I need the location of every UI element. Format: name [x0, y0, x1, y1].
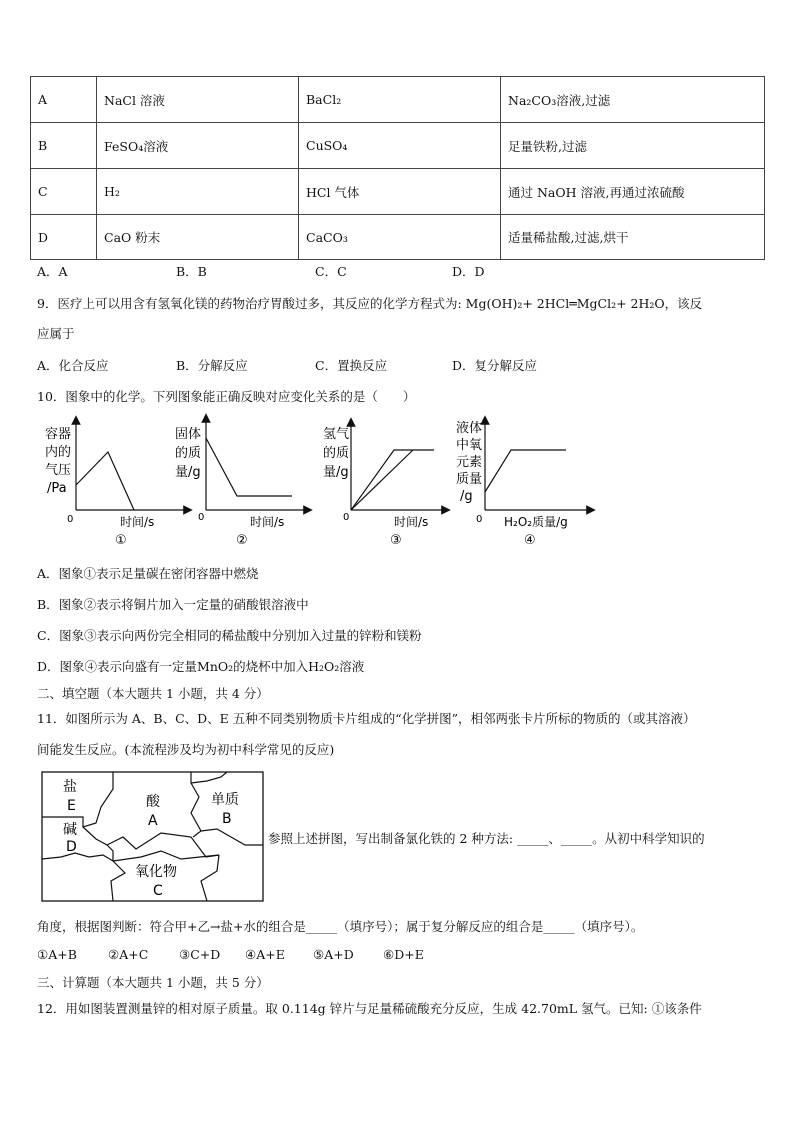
graph-1-xlabel: 时间/s — [120, 515, 155, 529]
q10-stem: 10．图象中的化学。下列图象能正确反映对应变化关系的是（ ） — [37, 389, 416, 404]
puzzle-element-letter: B — [222, 811, 232, 827]
q11-stem-line1: 11．如图所示为 A、B、C、D、E 五种不同类别物质卡片组成的“化学拼图”，相邻两张卡片所标的物质的（或其溶液） — [37, 711, 696, 726]
graph-4-ylabel-1: 液体 — [456, 421, 483, 436]
graph-2-origin: 0 — [198, 512, 205, 523]
q9-choice-c: C．置换反应 — [315, 358, 388, 373]
q11-stem-line2: 间能发生反应。(本流程涉及均为初中科学常见的反应) — [37, 742, 335, 757]
q8-choice-d: D．D — [452, 264, 485, 279]
table-cell-sample: H₂ — [97, 169, 299, 215]
puzzle-element: 单质 — [211, 792, 239, 808]
graph-2-ylabel-3: 量/g — [175, 465, 201, 480]
table-cell-method: 适量稀盐酸,过滤,烘干 — [501, 215, 765, 260]
graph-4-ylabel-5: /g — [460, 489, 473, 504]
puzzle-oxide: 氧化物 — [135, 864, 177, 880]
table-cell-sample: CaO 粉末 — [97, 215, 299, 260]
table-cell-impurity: HCl 气体 — [299, 169, 501, 215]
graph-4-ylabel-3: 元素 — [456, 455, 483, 470]
graph-3-xlabel: 时间/s — [394, 515, 429, 529]
section-2-heading: 二、填空题（本大题共 1 小题，共 4 分） — [37, 686, 269, 701]
q11-stem-line3: 角度，根据图判断：符合甲+乙→盐+水的组合是_____（填序号）；属于复分解反应的组合是_____（填序号）。 — [37, 919, 644, 934]
graph-1-ylabel-2: 内的 — [45, 445, 72, 460]
q11-combo-3: ③C+D — [179, 947, 221, 962]
graph-1-ylabel-4: /Pa — [47, 481, 67, 496]
table-cell-sample: FeSO₄溶液 — [97, 123, 299, 169]
q9-stem-line2: 应属于 — [37, 326, 75, 341]
table-cell-method: 足量铁粉,过滤 — [501, 123, 765, 169]
q10-option-a: A．图象①表示足量碳在密闭容器中燃烧 — [37, 566, 259, 581]
graph-2-ylabel-2: 的质 — [175, 446, 202, 461]
q11-combo-6: ⑥D+E — [383, 947, 424, 962]
q11-combo-4: ④A+E — [245, 947, 285, 962]
table-cell-method: Na₂CO₃溶液,过滤 — [501, 77, 765, 123]
graph-1-ylabel-1: 容器 — [45, 427, 72, 442]
q10-graphs — [36, 410, 596, 552]
graph-4-curve — [485, 450, 566, 492]
graph-3-curve-1 — [351, 450, 434, 510]
q8-choice-c: C．C — [315, 264, 347, 279]
q11-side-text: 参照上述拼图，写出制备氯化铁的 2 种方法: _____、_____。从初中科学知识的 — [268, 831, 705, 846]
q8-choice-a: A．A — [37, 264, 68, 279]
puzzle-acid-letter: A — [148, 813, 158, 829]
graph-4-ylabel-4: 质量 — [456, 472, 483, 487]
graph-3 — [323, 422, 446, 548]
chemistry-puzzle — [41, 771, 265, 903]
table-cell-option: C — [31, 169, 97, 215]
section-3-heading: 三、计算题（本大题共 1 小题，共 5 分） — [37, 975, 269, 990]
puzzle-oxide-letter: C — [153, 883, 163, 899]
q8-choice-b: B．B — [176, 264, 207, 279]
graph-1-origin: 0 — [67, 514, 74, 525]
q10-option-c: C．图象③表示向两份完全相同的稀盐酸中分别加入过量的锌粉和镁粉 — [37, 628, 422, 643]
graph-1-curve — [76, 452, 134, 510]
graph-3-origin: 0 — [343, 512, 350, 523]
q9-stem-line1: 9．医疗上可以用含有氢氧化镁的药物治疗胃酸过多，其反应的化学方程式为: Mg(OH)₂+ 2HCl═MgCl₂+ 2H₂O，该反 — [37, 296, 703, 311]
table-cell-method: 通过 NaOH 溶液,再通过浓硫酸 — [501, 169, 765, 215]
graph-2 — [175, 418, 308, 548]
q9-choice-b: B．分解反应 — [176, 358, 248, 373]
table-cell-option: B — [31, 123, 97, 169]
graph-2-curve — [206, 438, 292, 496]
puzzle-base: 碱 — [63, 822, 77, 838]
q9-choice-d: D．复分解反应 — [452, 358, 538, 373]
puzzle-base-letter: D — [66, 839, 77, 855]
q11-combo-5: ⑤A+D — [313, 947, 354, 962]
graph-2-number: ② — [236, 533, 248, 548]
graph-1 — [45, 420, 188, 548]
graph-3-ylabel-1: 氢气 — [323, 427, 350, 442]
graph-3-curve-2 — [351, 450, 413, 510]
options-table — [30, 76, 765, 260]
q9-choice-a: A．化合反应 — [37, 358, 109, 373]
puzzle-salt: 盐 — [63, 779, 77, 795]
graph-4-number: ④ — [524, 533, 536, 548]
table-cell-option: D — [31, 215, 97, 260]
graph-4-ylabel-2: 中氧 — [456, 438, 483, 453]
puzzle-salt-letter: E — [67, 798, 76, 814]
table-cell-option: A — [31, 77, 97, 123]
graph-1-ylabel-3: 气压 — [45, 463, 72, 478]
q12-stem: 12．用如图装置测量锌的相对原子质量。取 0.114g 锌片与足量稀硫酸充分反应，生成 42.70mL 氢气。已知: ①该条件 — [37, 1001, 702, 1016]
graph-3-ylabel-2: 的质 — [323, 446, 350, 461]
graph-4 — [456, 420, 591, 548]
q10-option-b: B．图象②表示将铜片加入一定量的硝酸银溶液中 — [37, 597, 309, 612]
graph-4-xlabel: H₂O₂质量/g — [504, 515, 568, 529]
table-row — [31, 123, 765, 169]
puzzle-acid: 酸 — [146, 794, 160, 810]
table-row — [31, 169, 765, 215]
graph-2-xlabel: 时间/s — [250, 515, 285, 529]
q10-option-d: D．图象④表示向盛有一定量MnO₂的烧杯中加入H₂O₂溶液 — [37, 659, 365, 674]
table-cell-impurity: BaCl₂ — [299, 77, 501, 123]
graph-4-origin: 0 — [476, 514, 483, 525]
q11-combo-1: ①A+B — [37, 947, 77, 962]
table-row — [31, 77, 765, 123]
graph-3-number: ③ — [390, 533, 402, 548]
table-cell-sample: NaCl 溶液 — [97, 77, 299, 123]
table-cell-impurity: CuSO₄ — [299, 123, 501, 169]
graph-1-number: ① — [115, 533, 127, 548]
graph-3-ylabel-3: 量/g — [323, 465, 349, 480]
table-row — [31, 215, 765, 260]
graph-2-ylabel-1: 固体 — [175, 427, 202, 442]
q11-combo-2: ②A+C — [108, 947, 149, 962]
table-cell-impurity: CaCO₃ — [299, 215, 501, 260]
